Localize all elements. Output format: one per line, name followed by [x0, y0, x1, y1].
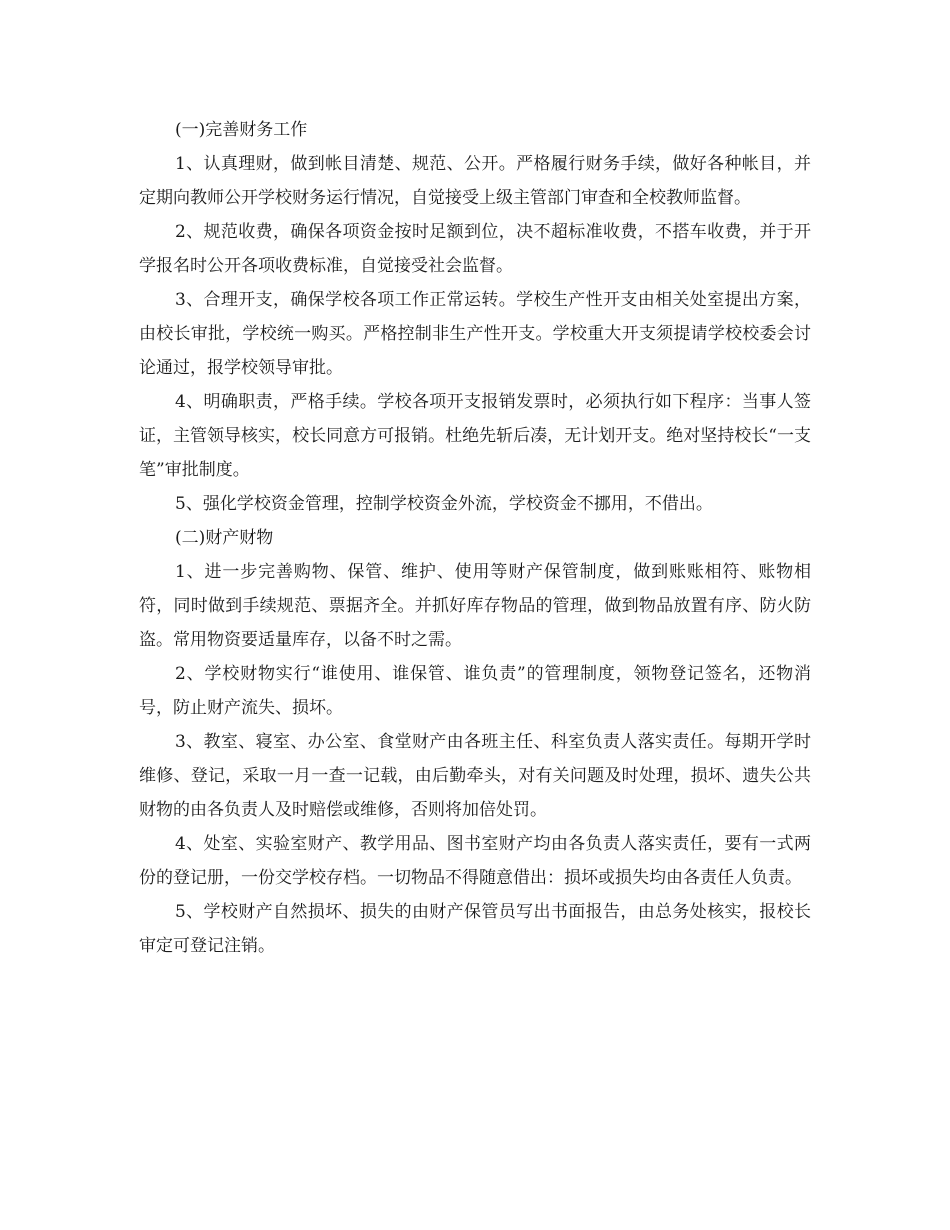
paragraph: 5、强化学校资金管理，控制学校资金外流，学校资金不挪用，不借出。 [175, 494, 713, 514]
paragraph: 3、教室、寝室、办公室、食堂财产由各班主任、科室负责人落实责任。每期开学时维修、登记，采取一月一查一记载，由后勤牵头，对有关问题及时处理，损坏、遗失公共财物的由各负责人及时赔偿或维修，否则将加倍处罚。 [139, 732, 811, 820]
paragraph: 4、明确职责，严格手续。学校各项开支报销发票时，必须执行如下程序：当事人签证，主管领导核实，校长同意方可报销。杜绝先斩后凑，无计划开支。绝对坚持校长“一支笔”审批制度。 [139, 392, 811, 480]
paragraph: 1、进一步完善购物、保管、维护、使用等财产保管制度，做到账账相符、账物相符，同时做到手续规范、票据齐全。并抓好库存物品的管理，做到物品放置有序、防火防盗。常用物资要适量库存，以备不时之需。 [139, 562, 811, 650]
paragraph: 5、学校财产自然损坏、损失的由财产保管员写出书面报告，由总务处核实，报校长审定可登记注销。 [139, 902, 811, 956]
paragraph: 1、认真理财，做到帐目清楚、规范、公开。严格履行财务手续，做好各种帐目，并定期向教师公开学校财务运行情况，自觉接受上级主管部门审查和全校教师监督。 [139, 154, 811, 208]
paragraph: 2、学校财物实行“谁使用、谁保管、谁负责”的管理制度，领物登记签名，还物消号，防止财产流失、损坏。 [139, 664, 811, 718]
paragraph: 4、处室、实验室财产、教学用品、图书室财产均由各负责人落实责任，要有一式两份的登记册，一份交学校存档。一切物品不得随意借出：损坏或损失均由各责任人负责。 [139, 834, 811, 888]
paragraph: 3、合理开支，确保学校各项工作正常运转。学校生产性开支由相关处室提出方案，由校长审批，学校统一购买。严格控制非生产性开支。学校重大开支须提请学校校委会讨论通过，报学校领导审批。 [139, 290, 811, 378]
section-heading-finance: (一)完善财务工作 [175, 120, 308, 140]
paragraph: 2、规范收费，确保各项资金按时足额到位，决不超标准收费，不搭车收费，并于开学报名时公开各项收费标准，自觉接受社会监督。 [139, 222, 811, 276]
document-body [139, 113, 811, 963]
section-heading-property: (二)财产财物 [175, 528, 274, 548]
